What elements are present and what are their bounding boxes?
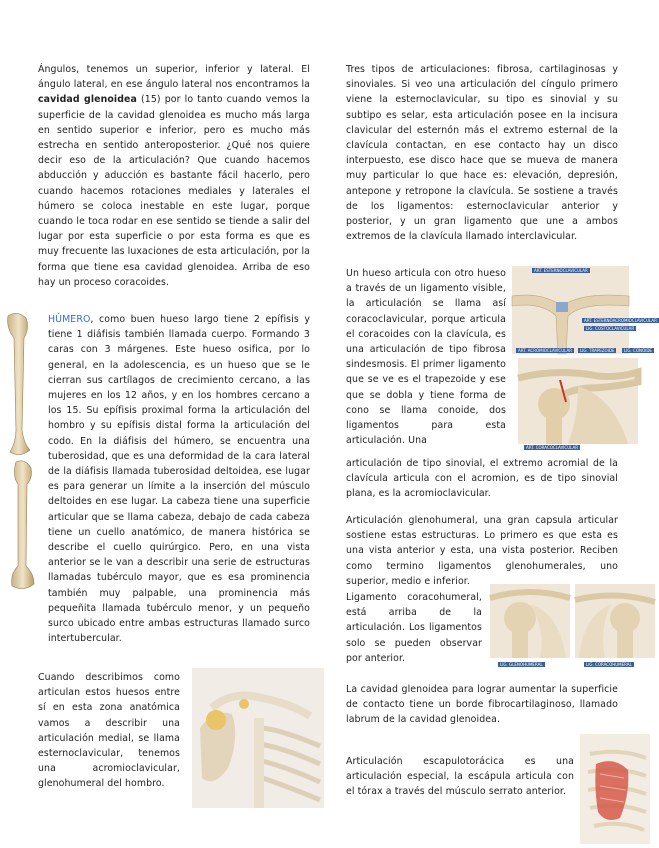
label-lig-conoide: LIG. CONOIDE bbox=[624, 348, 652, 353]
label-lig-coracohumeral: LIG. CORACOHUMERAL bbox=[586, 662, 632, 667]
term-humero: HÚMERO bbox=[48, 314, 91, 325]
humerus-figure bbox=[0, 312, 42, 592]
label-lig-costoclavicular: LIG. COSTOCLAVICULAR bbox=[586, 326, 635, 331]
label-art-acromioclavicular: ART. ACROMIOCLAVICULAR bbox=[518, 348, 572, 353]
shoulder-joint-icon bbox=[518, 358, 638, 444]
paragraph-escapulotoracica: Articulación escapulotorácica es una articulación especial, la escápula articula con el tórax a través del músculo serrato anterior. bbox=[346, 756, 574, 798]
label-art-esternoacromiclavicular: ART. ESTERNOACROMIOCLAVICULAR bbox=[584, 318, 657, 323]
sternum-clavicle-icon bbox=[512, 266, 629, 354]
paragraph-acromioclavicular: articulación de tipo sinovial, el extremo acromial de la clavícula articula con el acromion, es de tipo sinovial plana, es la acromioclavicular. bbox=[346, 458, 618, 500]
joint-anterior-icon bbox=[490, 584, 570, 658]
paragraph-glenohumeral: Articulación glenohumeral, una gran capsula articular sostiene estas estructuras. Lo primero es que esta es una vista anterior y esta, una vista posterior. Reciben como termino ligamentos glenohumerales, uno superior, medio e inferior. bbox=[346, 515, 618, 587]
paragraph-coracohumeral: Ligamento coracohumeral, está arriba de la articulación. Los ligamentos solo se pueden observar por anterior. bbox=[346, 592, 482, 664]
label-art-esternoclavicular: ART. ESTERNOCLAVICULAR bbox=[534, 268, 588, 273]
paragraph-glenoid: Ángulos, tenemos un superior, inferior y lateral. El ángulo lateral, en ese ángulo lateral nos encontramos la cavidad glenoidea (15) por lo tanto cuando vemos la superficie de la cavidad glenoidea es mucho más larga en sentido superior e inferior, pero es mucho más estrecha en sentido anteroposterior. ¿Qué nos quiere decir eso de la articulación? Que cuando hacemos abducción y aducción es bastante fácil hacerlo, pero cuando hacemos rotaciones mediales y laterales el húmero se coloca inestable en este lugar, porque cuando le toca rodar en ese sentido se tiende a salir del lugar por esta superficie o por esta forma es que es muy frecuente las luxaciones de esta articulación, por la forma que tiene esa cavidad glenoidea. Arriba de eso hay un proceso coracoides. bbox=[38, 64, 310, 288]
label-lig-trapezoide: LIG. TRAPEZOIDE bbox=[580, 348, 615, 353]
paragraph-articulations-intro: Cuando describimos como articulan estos huesos entre sí en esta zona anatómica vamos a describir una articulación medial, se llama esternoclavicular, tenemos una acromioclavicular, glenohumeral del hombro. bbox=[38, 672, 180, 790]
shoulder-skeleton-figure bbox=[192, 668, 324, 808]
paragraph-labrum: La cavidad glenoidea para lograr aumentar la superficie de contacto tiene un borde fibrocartilaginoso, llamado labrum de la cavidad glenoidea. bbox=[346, 684, 618, 726]
serratus-figure bbox=[580, 734, 650, 844]
joint-posterior-icon bbox=[575, 584, 655, 658]
label-lig-glenohumeral: LIG. GLENOHUMERAL bbox=[500, 662, 543, 667]
paragraph-articulation-types: Tres tipos de articulaciones: fibrosa, cartilaginosas y sinoviales. Si veo una articulación del cíngulo primero viene la esternoclavicular, su tipo es sinovial y su subtipo es selar, esta articulación posee en la incisura clavicular del esternón más el extremo esternal de la clavícula contactan, en ese contacto hay un disco interpuesto, ese disco hace que se mueva de manera muy particular lo que hace es: elevación, depresión, antepone y retropone la clavícula. Se sostiene a través de los ligamentos: esternoclavicular anterior y posterior, y un gran ligamento que une a ambos extremos de la clavícula llamado interclavicular. bbox=[346, 64, 618, 243]
glenohumeral-posterior-figure bbox=[575, 584, 655, 658]
humerus-bone-icon bbox=[0, 312, 42, 592]
label-art-coracoclavicular: ART. CORACOCLAVICULAR bbox=[526, 445, 578, 450]
paragraph-coracoclavicular: Un hueso articula con otro hueso a través de un ligamento visible, la articulación se llama así coracoclavicular, porque articula el coracoides con la clavícula, es una articulación de tipo fibrosa sindesmosis. El primer ligamento que se ve es el trapezoide y ese que se dobla y tiene forma de cono se llama conoide, dos ligamentos para esta articulación. Una bbox=[346, 268, 506, 447]
glenohumeral-anterior-figure bbox=[490, 584, 570, 658]
labels-row-clavicle bbox=[512, 348, 655, 356]
serratus-anterior-icon bbox=[580, 734, 650, 844]
ribcage-shoulder-icon bbox=[192, 668, 324, 808]
paragraph-humero: HÚMERO, como buen hueso largo tiene 2 epífisis y tiene 1 diáfisis también llamada cuerpo. Formando 3 caras con 3 márgenes. Este hueso osifica, por lo general, en la adolescencia, es un hueso que se le cierran sus cartílagos de crecimiento cercano, a las mujeres en los 12 años, y en los hombres cercano a los 15. Su epífisis proximal forma la articulación del hombro y su epífisis distal forma la articulación del codo. En la diáfisis del húmero, se encuentra una tuberosidad, que es una deformidad de la cara lateral de la diáfisis llamada tuberosidad deltoidea, ese lugar es para generar un límite a la inserción del músculo deltoides en ese lugar. La cabeza tiene una superficie articular que se llama cabeza, debajo de cada cabeza tiene un cuello anatómico, de manera histórica se describe el cuello quirúrgico. Pero, en una vista anterior se le van a describir una serie de estructuras llamadas tubérculo mayor, que es esa prominencia también muy palpable, una prominencia más pequeñita llamada tubérculo menor, y un pequeño surco ubicado entre ambas estructuras llamado surco intertubercular. bbox=[48, 314, 310, 645]
acromioclavicular-figure bbox=[518, 358, 638, 444]
term-cavidad-glenoidea: cavidad glenoidea bbox=[38, 94, 137, 106]
